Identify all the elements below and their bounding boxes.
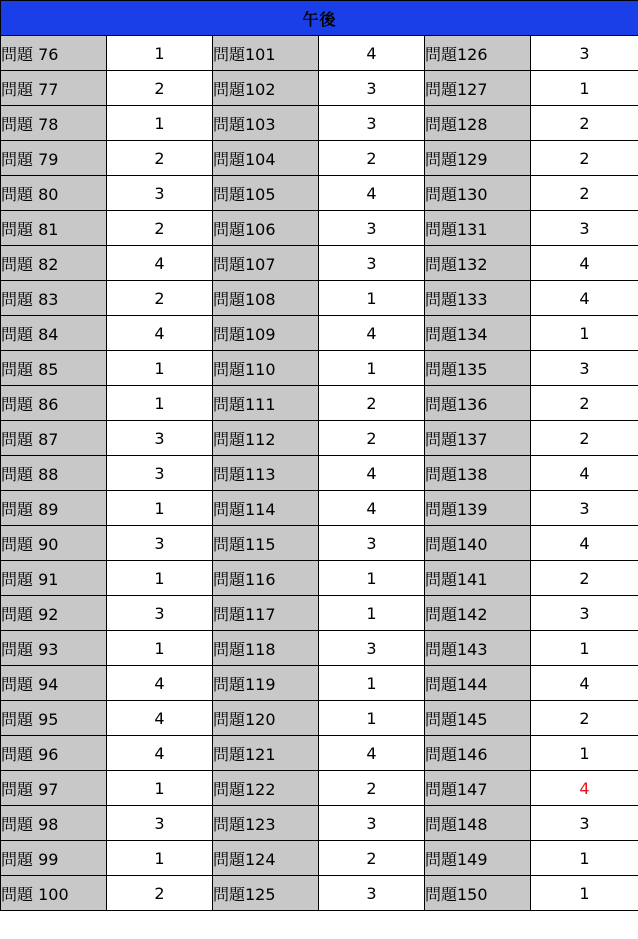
question-label: 問題118	[213, 631, 319, 666]
answer-value: 4	[107, 666, 213, 701]
answer-value: 3	[531, 36, 638, 71]
answer-value: 3	[319, 71, 425, 106]
question-label: 問題144	[425, 666, 531, 701]
question-label: 問題126	[425, 36, 531, 71]
answer-value: 2	[107, 281, 213, 316]
table-row	[1, 351, 638, 386]
question-label: 問題 76	[1, 36, 107, 71]
answer-value: 3	[531, 211, 638, 246]
question-label: 問題121	[213, 736, 319, 771]
answer-value: 4	[531, 526, 638, 561]
question-label: 問題 79	[1, 141, 107, 176]
answer-value: 3	[319, 106, 425, 141]
question-label: 問題 82	[1, 246, 107, 281]
question-label: 問題 93	[1, 631, 107, 666]
answer-value: 1	[319, 596, 425, 631]
answer-value: 3	[531, 351, 638, 386]
answer-value: 4	[531, 456, 638, 491]
question-label: 問題117	[213, 596, 319, 631]
question-label: 問題102	[213, 71, 319, 106]
question-label: 問題 86	[1, 386, 107, 421]
answer-value: 1	[531, 316, 638, 351]
answer-value: 4	[107, 736, 213, 771]
table-row	[1, 491, 638, 526]
table-row	[1, 771, 638, 806]
answer-value: 3	[107, 421, 213, 456]
answer-value: 1	[107, 386, 213, 421]
question-label: 問題107	[213, 246, 319, 281]
question-label: 問題 80	[1, 176, 107, 211]
answer-value: 2	[531, 141, 638, 176]
question-label: 問題 77	[1, 71, 107, 106]
question-label: 問題 100	[1, 876, 107, 911]
answer-value: 2	[319, 141, 425, 176]
question-label: 問題 88	[1, 456, 107, 491]
answer-value: 1	[107, 351, 213, 386]
answer-value: 4	[319, 736, 425, 771]
table-row	[1, 526, 638, 561]
table-row	[1, 176, 638, 211]
table-row	[1, 211, 638, 246]
question-label: 問題 97	[1, 771, 107, 806]
table-row	[1, 876, 638, 911]
question-label: 問題110	[213, 351, 319, 386]
answer-value: 1	[319, 351, 425, 386]
table-row	[1, 701, 638, 736]
answer-value: 1	[531, 841, 638, 876]
question-label: 問題119	[213, 666, 319, 701]
answer-value: 4	[319, 316, 425, 351]
table-row	[1, 36, 638, 71]
answer-value: 2	[319, 421, 425, 456]
answer-value: 1	[107, 771, 213, 806]
table-row	[1, 666, 638, 701]
question-label: 問題120	[213, 701, 319, 736]
answer-value: 2	[531, 701, 638, 736]
question-label: 問題140	[425, 526, 531, 561]
question-label: 問題146	[425, 736, 531, 771]
answer-value: 4	[319, 456, 425, 491]
answer-value: 3	[319, 526, 425, 561]
question-label: 問題 95	[1, 701, 107, 736]
question-label: 問題130	[425, 176, 531, 211]
question-label: 問題108	[213, 281, 319, 316]
answer-value: 3	[531, 491, 638, 526]
question-label: 問題113	[213, 456, 319, 491]
answer-value: 3	[319, 876, 425, 911]
answer-value: 4	[531, 246, 638, 281]
answer-rows	[1, 36, 638, 911]
table-row	[1, 806, 638, 841]
answer-value: 2	[319, 771, 425, 806]
answer-value: 3	[319, 631, 425, 666]
question-label: 問題104	[213, 141, 319, 176]
answer-value: 1	[531, 71, 638, 106]
question-label: 問題135	[425, 351, 531, 386]
answer-value: 4	[319, 176, 425, 211]
answer-value: 3	[319, 246, 425, 281]
question-label: 問題138	[425, 456, 531, 491]
question-label: 問題148	[425, 806, 531, 841]
answer-value: 4	[107, 316, 213, 351]
question-label: 問題145	[425, 701, 531, 736]
question-label: 問題 96	[1, 736, 107, 771]
question-label: 問題141	[425, 561, 531, 596]
answer-value: 2	[531, 421, 638, 456]
question-label: 問題 98	[1, 806, 107, 841]
question-label: 問題134	[425, 316, 531, 351]
table-row	[1, 386, 638, 421]
question-label: 問題101	[213, 36, 319, 71]
answer-value: 1	[531, 736, 638, 771]
table-row	[1, 421, 638, 456]
question-label: 問題 87	[1, 421, 107, 456]
question-label: 問題 81	[1, 211, 107, 246]
question-label: 問題137	[425, 421, 531, 456]
question-label: 問題112	[213, 421, 319, 456]
question-label: 問題147	[425, 771, 531, 806]
answer-value: 4	[531, 666, 638, 701]
question-label: 問題 92	[1, 596, 107, 631]
table-row	[1, 841, 638, 876]
question-label: 問題150	[425, 876, 531, 911]
answer-value: 4	[319, 36, 425, 71]
question-label: 問題 99	[1, 841, 107, 876]
answer-value: 2	[531, 386, 638, 421]
question-label: 問題 83	[1, 281, 107, 316]
section-title: 午後	[1, 1, 638, 36]
answer-value-highlighted: 4	[531, 771, 638, 806]
question-label: 問題123	[213, 806, 319, 841]
answer-value: 1	[107, 36, 213, 71]
question-label: 問題111	[213, 386, 319, 421]
question-label: 問題103	[213, 106, 319, 141]
answer-value: 2	[107, 876, 213, 911]
answer-value: 3	[107, 176, 213, 211]
question-label: 問題149	[425, 841, 531, 876]
question-label: 問題116	[213, 561, 319, 596]
answer-value: 4	[107, 701, 213, 736]
answer-value: 2	[531, 106, 638, 141]
table-row	[1, 561, 638, 596]
question-label: 問題136	[425, 386, 531, 421]
table-row	[1, 631, 638, 666]
answer-value: 2	[531, 176, 638, 211]
answer-value: 2	[107, 211, 213, 246]
answer-value: 3	[319, 806, 425, 841]
question-label: 問題142	[425, 596, 531, 631]
answer-value: 1	[531, 876, 638, 911]
question-label: 問題128	[425, 106, 531, 141]
answer-value: 3	[107, 456, 213, 491]
answer-value: 2	[531, 561, 638, 596]
answer-value: 2	[107, 71, 213, 106]
answer-value: 4	[531, 281, 638, 316]
question-label: 問題122	[213, 771, 319, 806]
question-label: 問題109	[213, 316, 319, 351]
question-label: 問題 89	[1, 491, 107, 526]
answer-value: 1	[319, 701, 425, 736]
answer-value: 1	[107, 841, 213, 876]
answer-value: 1	[319, 281, 425, 316]
table-row	[1, 106, 638, 141]
question-label: 問題127	[425, 71, 531, 106]
answer-value: 1	[531, 631, 638, 666]
question-label: 問題132	[425, 246, 531, 281]
answer-value: 1	[107, 631, 213, 666]
question-label: 問題124	[213, 841, 319, 876]
answer-value: 1	[319, 666, 425, 701]
table-row	[1, 316, 638, 351]
answer-value: 3	[107, 806, 213, 841]
question-label: 問題129	[425, 141, 531, 176]
question-label: 問題105	[213, 176, 319, 211]
table-row	[1, 141, 638, 176]
question-label: 問題139	[425, 491, 531, 526]
question-label: 問題106	[213, 211, 319, 246]
question-label: 問題 78	[1, 106, 107, 141]
answer-value: 3	[107, 526, 213, 561]
answer-value: 3	[319, 211, 425, 246]
answer-value: 1	[319, 561, 425, 596]
question-label: 問題115	[213, 526, 319, 561]
table-row	[1, 71, 638, 106]
question-label: 問題143	[425, 631, 531, 666]
answer-value: 3	[107, 596, 213, 631]
answer-value: 2	[107, 141, 213, 176]
table-row	[1, 456, 638, 491]
table-row	[1, 281, 638, 316]
question-label: 問題133	[425, 281, 531, 316]
question-label: 問題125	[213, 876, 319, 911]
question-label: 問題 91	[1, 561, 107, 596]
table-row	[1, 736, 638, 771]
question-label: 問題 94	[1, 666, 107, 701]
answer-value: 4	[319, 491, 425, 526]
answer-value: 3	[531, 596, 638, 631]
question-label: 問題 85	[1, 351, 107, 386]
answer-value: 1	[107, 561, 213, 596]
question-label: 問題114	[213, 491, 319, 526]
table-row	[1, 596, 638, 631]
answer-value: 3	[531, 806, 638, 841]
answer-value: 2	[319, 841, 425, 876]
header-row	[1, 1, 638, 36]
answer-value: 2	[319, 386, 425, 421]
answer-value: 1	[107, 106, 213, 141]
answer-value: 1	[107, 491, 213, 526]
answer-value: 4	[107, 246, 213, 281]
question-label: 問題 84	[1, 316, 107, 351]
question-label: 問題 90	[1, 526, 107, 561]
question-label: 問題131	[425, 211, 531, 246]
table-row	[1, 246, 638, 281]
